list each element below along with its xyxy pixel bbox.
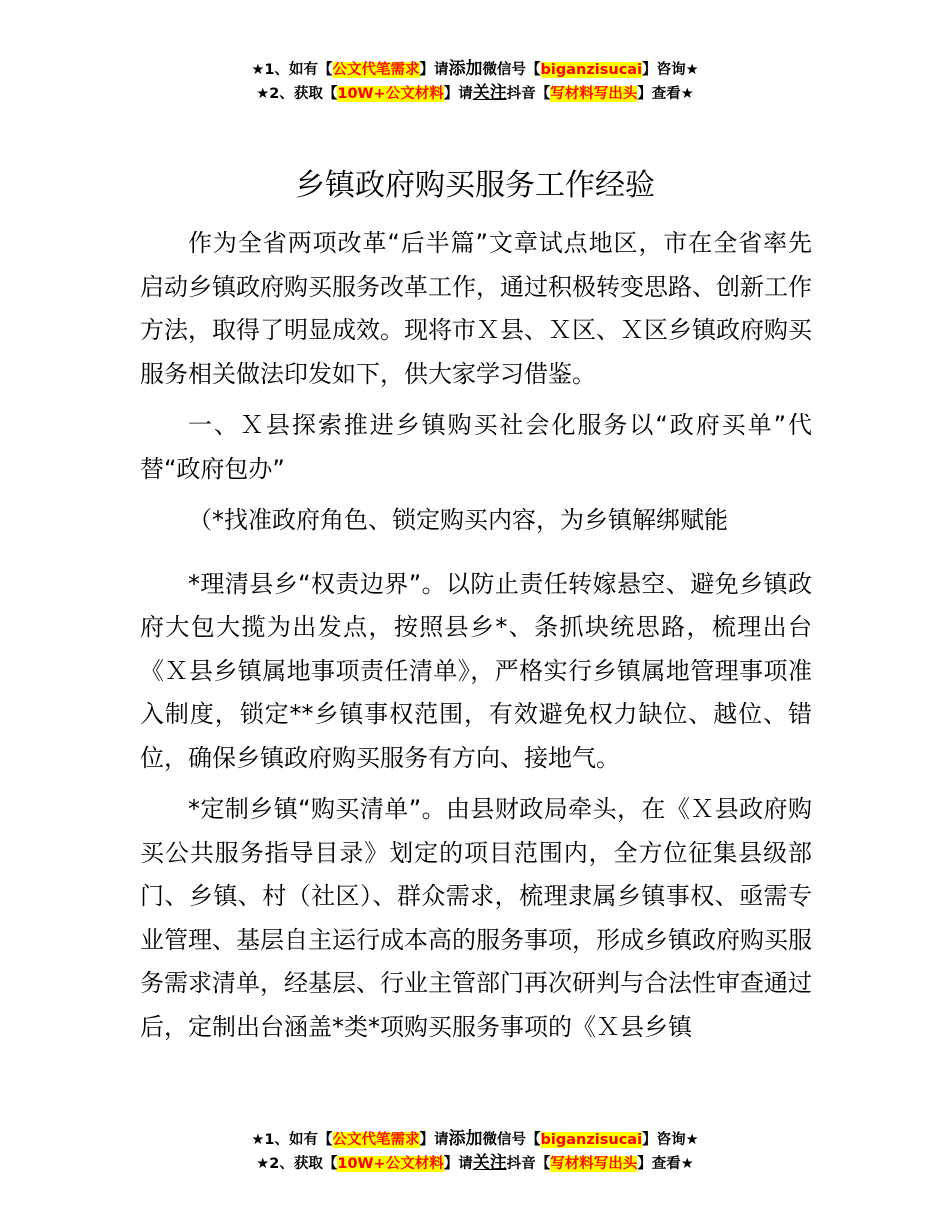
banner-line-2	[0, 82, 950, 106]
banner-text: 】查看★	[637, 86, 694, 102]
document-body	[140, 222, 812, 1057]
banner-text: 】咨询★	[642, 62, 699, 78]
banner-text: ★1、如有【	[251, 62, 333, 78]
banner-text-add: 添加	[448, 59, 483, 79]
paragraph-body-2: *定制乡镇“购买清单”。由县财政局牵头，在《Ｘ县政府购买公共服务指导目录》划定的项目范围内，全方位征集县级部门、乡镇、村（社区）、群众需求，梳理隶属乡镇事权、亟需专业管理、基层自主运行成本高的服务事项，形成乡镇政府购买服务需求清单，经基层、行业主管部门再次研判与合法性审查通过后，定制出台涵盖*类*项购买服务事项的《Ｘ县乡镇	[140, 795, 812, 1041]
banner-text-follow: 关注	[472, 83, 507, 103]
banner-text: 】请	[419, 1132, 449, 1148]
banner-text: 抖音【	[506, 1156, 551, 1172]
highlight-wechat-id: biganzisucai	[540, 62, 643, 78]
banner-text: 】请	[443, 86, 473, 102]
highlight-douyin: 写材料写出头	[550, 1156, 638, 1172]
banner-text: 微信号【	[482, 62, 541, 78]
paragraph-intro: 作为全省两项改革“后半篇”文章试点地区，市在全省率先启动乡镇政府购买服务改革工作，通过积极转变思路、创新工作方法，取得了明显成效。现将市Ｘ县、Ｘ区、Ｘ区乡镇政府购买服务相关做法印发如下，供大家学习借鉴。	[140, 229, 812, 388]
bottom-banner	[0, 1128, 950, 1176]
banner-text: 】咨询★	[642, 1132, 699, 1148]
top-banner	[0, 58, 950, 106]
banner-text-add: 添加	[448, 1129, 483, 1149]
paragraph-heading-2: （*找准政府角色、锁定购买内容，为乡镇解绑赋能	[188, 506, 728, 534]
banner-text: 】查看★	[637, 1156, 694, 1172]
banner-text: ★1、如有【	[251, 1132, 333, 1148]
banner-line-1	[0, 58, 950, 82]
paragraph-heading-1: 一、Ｘ县探索推进乡镇购买社会化服务以“政府买单”代替“政府包办”	[140, 411, 812, 483]
banner-text: 】请	[443, 1156, 473, 1172]
banner-text: 微信号【	[482, 1132, 541, 1148]
highlight-service: 公文代笔需求	[332, 62, 420, 78]
banner-line-1	[0, 1128, 950, 1152]
banner-text: ★2、获取【	[256, 86, 338, 102]
banner-text: ★2、获取【	[256, 1156, 338, 1172]
banner-line-2	[0, 1152, 950, 1176]
highlight-wechat-id: biganzisucai	[540, 1132, 643, 1148]
document-title: 乡镇政府购买服务工作经验	[295, 168, 655, 203]
banner-text: 】请	[419, 62, 449, 78]
paragraph-body-1: *理清县乡“权责边界”。以防止责任转嫁悬空、避免乡镇政府大包大揽为出发点，按照县乡*、条抓块统思路，梳理出台《Ｘ县乡镇属地事项责任清单》，严格实行乡镇属地管理事项准入制度，锁定**乡镇事权范围，有效避免权力缺位、越位、错位，确保乡镇政府购买服务有方向、接地气。	[140, 569, 812, 772]
banner-text: 抖音【	[506, 86, 551, 102]
highlight-douyin: 写材料写出头	[550, 86, 638, 102]
banner-text-follow: 关注	[472, 1153, 507, 1173]
highlight-materials: 10W+公文材料	[337, 86, 444, 102]
highlight-service: 公文代笔需求	[332, 1132, 420, 1148]
highlight-materials: 10W+公文材料	[337, 1156, 444, 1172]
